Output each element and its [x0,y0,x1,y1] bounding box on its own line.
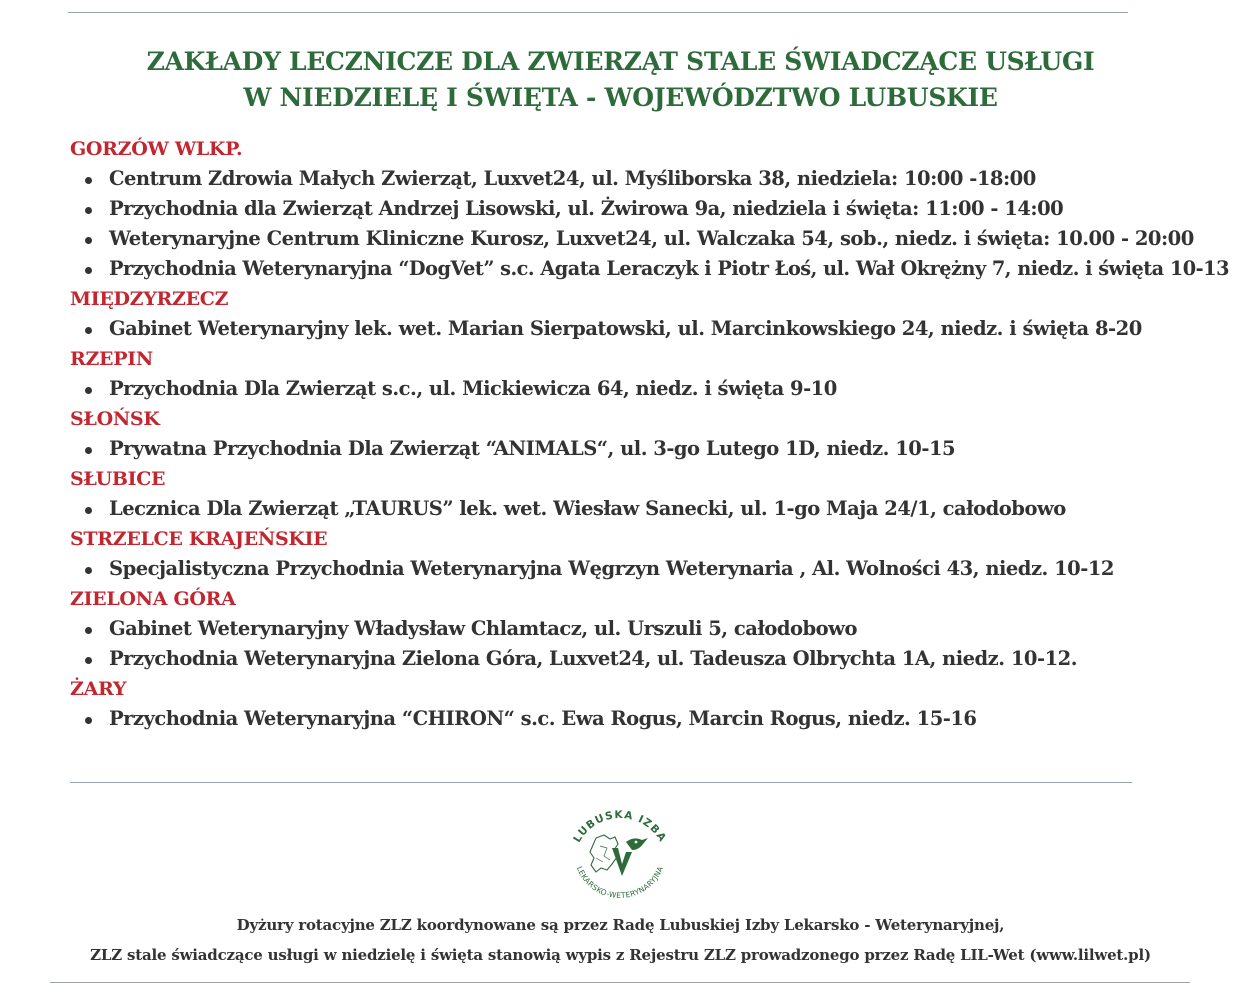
clinic-entry [70,374,1230,404]
city-heading: MIĘDZYRZECZ [70,288,229,310]
clinic-entry [70,434,1230,464]
bullet-icon [85,237,92,244]
bird-eye-icon [635,841,638,844]
logo-text-bottom-path: LEKARSKO-WETERYNARYJNA [574,864,666,901]
middle-divider [70,782,1132,783]
clinic-entry-text: Przychodnia Weterynaryjna “CHIRON“ s.c. Ewa Rogus, Marcin Rogus, niedz. 15-16 [109,707,977,730]
check-mark-icon [612,848,632,876]
page-title [0,44,1241,116]
clinic-entry [70,554,1230,584]
logo-text-top-path: LUBUSKA IZBA [571,808,669,845]
bullet-icon [85,627,92,634]
bullet-icon [85,387,92,394]
footer-note [0,910,1241,970]
clinic-entry-text: Przychodnia dla Zwierząt Andrzej Lisowski, ul. Żwirowa 9a, niedziela i święta: 11:00 - 14:00 [109,197,1064,220]
city-heading: ŻARY [70,678,127,700]
lubuska-izba-logo-icon [560,802,680,902]
clinic-listing [70,134,1230,734]
clinic-entry [70,164,1230,194]
footer-line-1: Dyżury rotacyjne ZLZ koordynowane są przez Radę Lubuskiej Izby Lekarsko - Weterynaryjnej, [236,916,1005,934]
city-heading: SŁOŃSK [70,408,160,430]
city-heading: STRZELCE KRAJEŃSKIE [70,528,328,550]
clinic-entry-text: Przychodnia Weterynaryjna Zielona Góra, Luxvet24, ul. Tadeusza Olbrychta 1A, niedz. 10-12. [109,647,1077,670]
city-heading: RZEPIN [70,348,153,370]
clinic-entry [70,644,1230,674]
clinic-entry-text: Gabinet Weterynaryjny Władysław Chlamtacz, ul. Urszuli 5, całodobowo [109,617,857,640]
title-line-2: W NIEDZIELĘ I ŚWIĘTA - WOJEWÓDZTWO LUBUSKIE [243,83,998,112]
clinic-entry-text: Przychodnia Dla Zwierząt s.c., ul. Mickiewicza 64, niedz. i święta 9-10 [109,377,837,400]
bullet-icon [85,327,92,334]
clinic-entry [70,314,1230,344]
top-divider [68,12,1128,13]
region-borders-icon [596,846,610,862]
bullet-icon [85,507,92,514]
footer-line-2: ZLZ stale świadczące usługi w niedzielę i święta stanowią wypis z Rejestru ZLZ prowadzonego przez Radę LIL-Wet (www.lilwet.pl) [90,946,1151,964]
clinic-entry-text: Weterynaryjne Centrum Kliniczne Kurosz, Luxvet24, ul. Walczaka 54, sob., niedz. i święta: 10.00 - 20:00 [109,227,1194,250]
clinic-entry-text: Prywatna Przychodnia Dla Zwierząt “ANIMALS“, ul. 3-go Lutego 1D, niedz. 10-15 [109,437,956,460]
bird-head-icon [626,838,648,850]
bullet-icon [85,177,92,184]
clinic-entry [70,224,1230,254]
clinic-entry-text: Przychodnia Weterynaryjna “DogVet” s.c. Agata Leraczyk i Piotr Łoś, ul. Wał Okrężny 7, niedz. i święta 10-13 [109,257,1229,280]
clinic-entry [70,254,1230,284]
clinic-entry-text: Gabinet Weterynaryjny lek. wet. Marian Sierpatowski, ul. Marcinkowskiego 24, niedz. i święta 8-20 [109,317,1142,340]
bullet-icon [85,567,92,574]
logo-text-top [571,809,669,845]
clinic-entry-text: Specjalistyczna Przychodnia Weterynaryjna Węgrzyn Weterynaria , Al. Wolności 43, niedz. 10-12 [109,557,1114,580]
region-map-icon [590,835,618,872]
clinic-entry [70,494,1230,524]
title-line-1: ZAKŁADY LECZNICZE DLA ZWIERZĄT STALE ŚWIADCZĄCE USŁUGI [146,47,1095,76]
bullet-icon [85,717,92,724]
clinic-entry-text: Centrum Zdrowia Małych Zwierząt, Luxvet24, ul. Myśliborska 38, niedziela: 10:00 -18:00 [109,167,1036,190]
city-heading: GORZÓW WLKP. [70,138,243,160]
bullet-icon [85,267,92,274]
bullet-icon [85,657,92,664]
bullet-icon [85,207,92,214]
clinic-entry [70,614,1230,644]
bullet-icon [85,447,92,454]
clinic-entry [70,194,1230,224]
clinic-entry-text: Lecznica Dla Zwierząt „TAURUS” lek. wet. Wiesław Sanecki, ul. 1-go Maja 24/1, całodobowo [109,497,1066,520]
city-heading: SŁUBICE [70,468,166,490]
clinic-entry [70,704,1230,734]
city-heading: ZIELONA GÓRA [70,588,236,610]
